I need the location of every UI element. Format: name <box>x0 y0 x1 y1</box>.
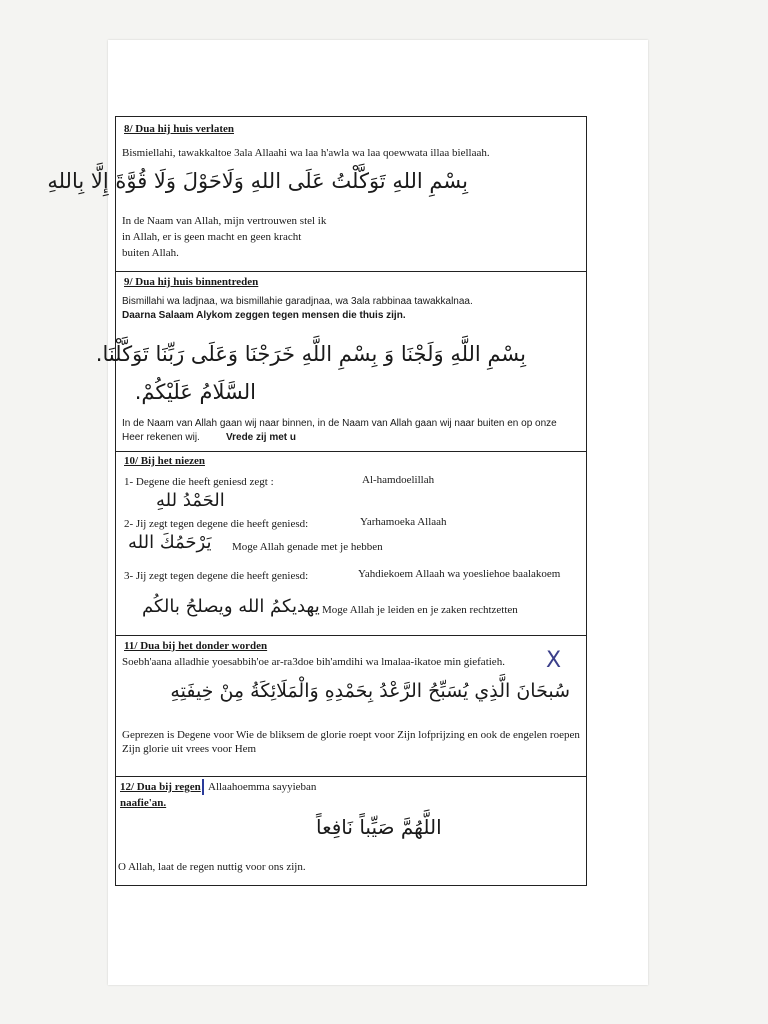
section-8 <box>47 117 586 272</box>
section-8-translation-line-1: In de Naam van Allah, mijn vertrouwen stel ik <box>122 215 327 227</box>
dua-table <box>47 116 587 886</box>
sneeze-item-1-transliteration: Al-hamdoelillah <box>362 474 435 486</box>
section-9-peace-translation: Vrede zij met u <box>226 432 297 443</box>
section-12-transliteration-line-2: naafie'an. <box>120 797 167 809</box>
sneeze-item-3-arabic: يهديكمُ الله ويصلحُ بالكُم <box>142 596 320 617</box>
section-8-translation-line-3: buiten Allah. <box>122 247 179 259</box>
section-9-note: Daarna Salaam Alykom zeggen tegen mensen die thuis zijn. <box>122 310 406 321</box>
sneeze-item-3-translation: Moge Allah je leiden en je zaken rechtzetten <box>322 604 518 616</box>
section-9-heading: 9/ Dua hij huis binnentreden <box>124 276 259 288</box>
section-9-arabic-line-1: بِسْمِ اللَّهِ وَلَجْنَا وَ بِسْمِ اللَّهِ خَرَجْنَا وَعَلَى رَبِّنَا تَوَكَّلْنَا. <box>95 342 526 366</box>
section-10 <box>116 452 586 636</box>
section-11-transliteration: Soebh'aana alladhie yoesabbih'oe ar-ra3doe bih'amdihi wa lmalaa-ikatoe min giefatieh. <box>122 656 505 668</box>
section-11-translation: Geprezen is Degene voor Wie de bliksem de glorie roept voor Zijn lofprijzing en ook de engelen roepen Zijn glorie uit vrees voor Hem <box>122 729 580 755</box>
handwritten-cross-mark: X <box>546 648 562 673</box>
sneeze-item-2-transliteration: Yarhamoeka Allaah <box>360 516 447 528</box>
sneeze-item-3-transliteration: Yahdiekoem Allaah wa yoesliehoe baalakoem <box>358 568 561 580</box>
section-8-arabic: بِسْمِ اللهِ تَوَكَّلْتُ عَلَى اللهِ وَلَاحَوْلَ وَلَا قُوَّةَ إِلَّا بِاللهِ <box>47 169 468 193</box>
section-12-transliteration: Allaahoemma sayyieban <box>208 781 317 793</box>
section-10-heading: 10/ Bij het niezen <box>124 455 205 467</box>
sneeze-item-2-arabic: يَرْحَمُكَ الله <box>128 532 212 553</box>
section-11-heading: 11/ Dua bij het donder worden <box>124 640 268 652</box>
section-9-translation-line-2: Heer rekenen wij. <box>122 432 200 443</box>
sneeze-item-2: 2- Jij zegt tegen degene die heeft geniesd: <box>124 518 309 530</box>
section-11 <box>116 636 586 777</box>
section-9 <box>95 272 586 452</box>
section-9-transliteration: Bismillahi wa ladjnaa, wa bismillahie garadjnaa, wa 3ala rabbinaa tawakkalnaa. <box>122 296 473 307</box>
section-8-heading: 8/ Dua hij huis verlaten <box>124 123 235 135</box>
section-9-translation: In de Naam van Allah gaan wij naar binnen, in de Naam van Allah gaan wij naar buiten en op onze <box>122 418 557 429</box>
section-11-arabic: سُبحَانَ الَّذِي يُسَبِّحُ الرَّعْدُ بِحَمْدِهِ وَالْمَلَائِكَةُ مِنْ خِيفَتِهِ <box>170 680 570 702</box>
section-8-transliteration: Bismiellahi, tawakkaltoe 3ala Allaahi wa laa h'awla wa laa qoewwata illaa biellaah. <box>122 147 490 159</box>
section-9-arabic-line-2: السَّلَامُ عَلَيْكُمْ. <box>134 380 256 404</box>
sneeze-item-1-arabic: الحَمْدُ للهِ <box>156 490 225 511</box>
section-12-translation: O Allah, laat de regen nuttig voor ons zijn. <box>118 861 306 873</box>
section-8-translation-line-2: in Allah, er is geen macht en geen kracht <box>122 231 302 243</box>
sneeze-item-3: 3- Jij zegt tegen degene die heeft geniesd: <box>124 570 309 582</box>
sneeze-item-1: 1- Degene die heeft geniesd zegt : <box>124 476 274 488</box>
section-12-arabic: اللَّهُمَّ صَيِّباً نَافِعاً <box>316 815 442 839</box>
text-cursor <box>202 779 204 795</box>
section-12-heading: 12/ Dua bij regen <box>120 781 201 793</box>
section-12 <box>116 777 586 887</box>
sneeze-item-2-translation: Moge Allah genade met je hebben <box>232 541 383 553</box>
